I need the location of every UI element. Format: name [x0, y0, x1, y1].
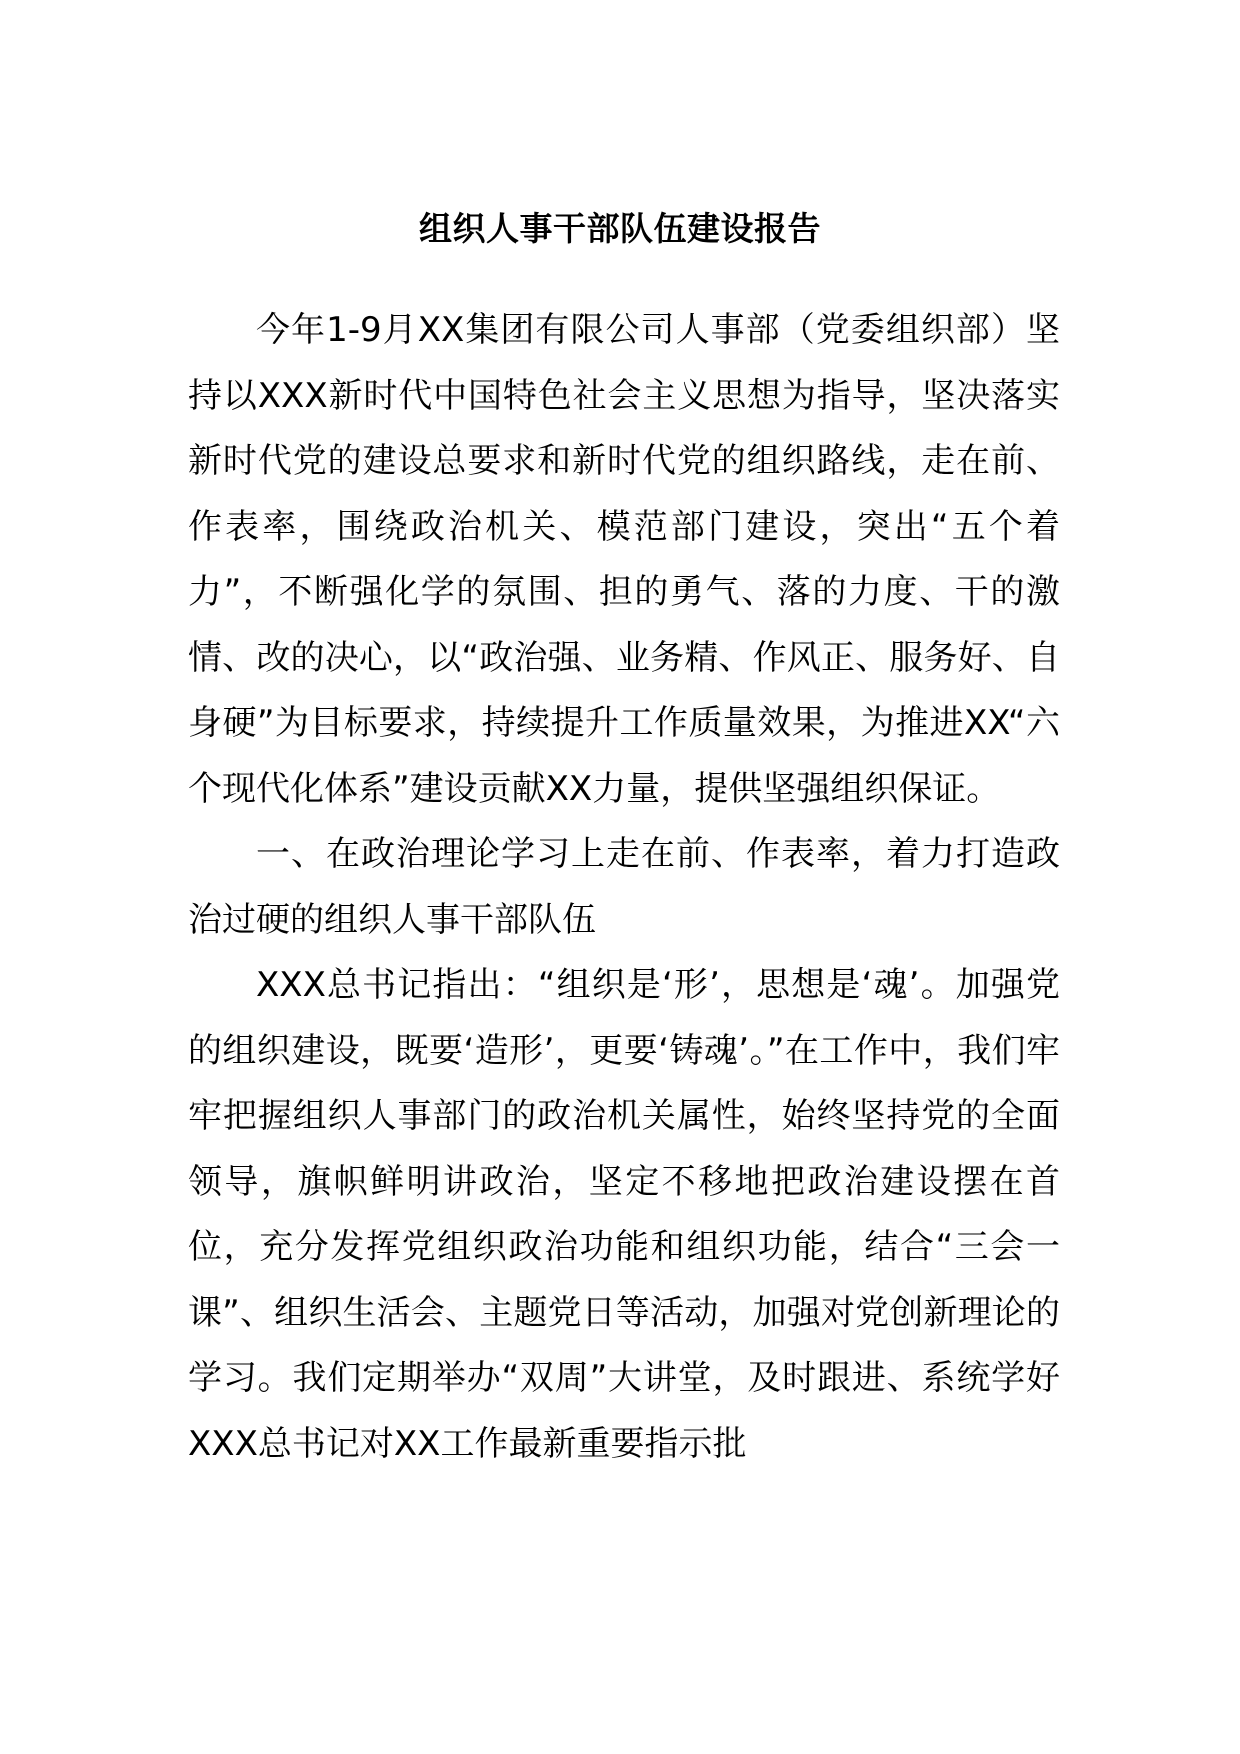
body-paragraph: XXX总书记指出：“组织是‘形’，思想是‘魂’。加强党的组织建设，既要‘造形’，更要‘铸魂’。”在工作中，我们牢牢把握组织人事部门的政治机关属性，始终坚持党的全面领导，旗帜鲜明讲政治，坚定不移地把政治建设摆在首位，充分发挥党组织政治功能和组织功能，结合“三会一课”、组织生活会、主题党日等活动，加强对党创新理论的学习。我们定期举办“双周”大讲堂，及时跟进、系统学好XXX总书记对XX工作最新重要指示批 [188, 965, 1060, 1464]
intro-paragraph: 今年1-9月XX集团有限公司人事部（党委组织部）坚持以XXX新时代中国特色社会主义思想为指导，坚决落实新时代党的建设总要求和新时代党的组织路线，走在前、作表率，围绕政治机关、模范部门建设，突出“五个着力”，不断强化学的氛围、担的勇气、落的力度、干的激情、改的决心，以“政治强、业务精、作风正、服务好、自身硬”为目标要求，持续提升工作质量效果，为推进XX“六个现代化体系”建设贡献XX力量，提供坚强组织保证。 [188, 310, 1060, 809]
document-body [188, 298, 1060, 1477]
document-title: 组织人事干部队伍建设报告 [419, 209, 821, 248]
section-heading: 一、在政治理论学习上走在前、作表率，着力打造政治过硬的组织人事干部队伍 [188, 834, 1060, 940]
